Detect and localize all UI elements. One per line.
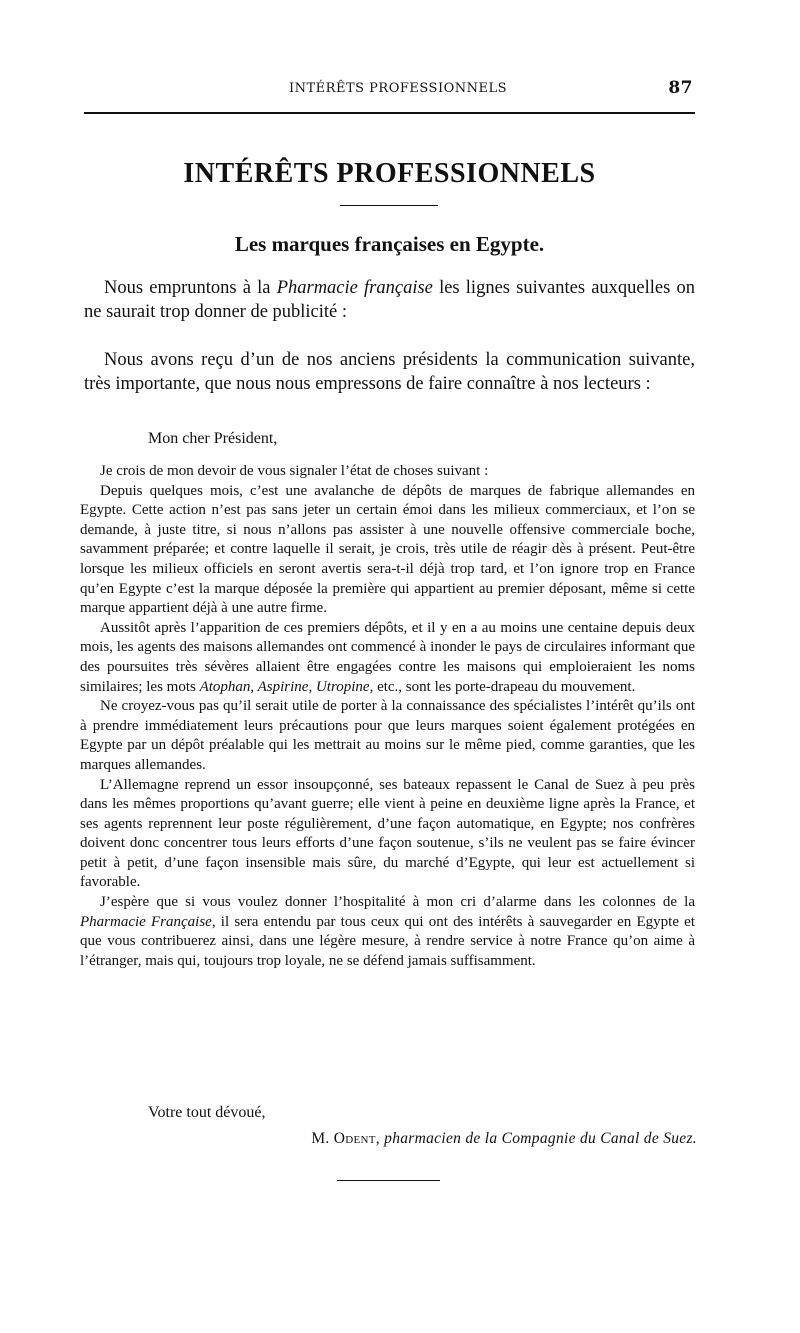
running-head-title: INTÉRÊTS PROFESSIONNELS (289, 81, 508, 96)
letter-p3-text-1: Aussitôt après l’apparition de ces premiers dépôts, et il y en a au moins une centaine depuis deux mois, les agents des maisons allemandes ont commencé à inonder le pays de circulaires informant que des poursuites très sévères allaient être engagées contre les maisons qui emploieraient les noms similaires; les mots (80, 619, 695, 695)
end-divider (337, 1180, 440, 1181)
intro-paragraph (84, 276, 695, 324)
letter-p6-journal-title: Pharmacie Française, (80, 913, 216, 930)
letter-p3-product-names: Atophan, Aspirine, Utropine, (199, 678, 374, 695)
intro-text-1: Nous empruntons à la (104, 278, 277, 298)
letter-body (80, 462, 695, 971)
letter-p6-text-1: J’espère que si vous voulez donner l’hospitalité à mon cri d’alarme dans les colonnes de la (100, 894, 695, 911)
letter-salutation: Mon cher Président, (148, 430, 278, 447)
title-divider (340, 205, 438, 206)
running-head (84, 78, 695, 100)
letter-p3-text-2: etc., sont les porte-drapeau du mouvement. (373, 678, 636, 695)
article-subtitle: Les marques françaises en Egypte. (234, 232, 545, 256)
intro-text-2: les lignes suivantes auxquelles on ne saurait trop donner de publicité : (84, 278, 695, 322)
letter-paragraph-4: Ne croyez-vous pas qu’il serait utile de porter à la connaissance des spécialistes l’intérêt qu’ils ont à prendre immédiatement leurs précautions pour que leurs marques soient également protégées en Egypte par un dépôt préalable qui les mettrait au moins sur le même pied, comme garanties, que les marques allemandes. (80, 698, 695, 773)
letter-paragraph-5: L’Allemagne reprend un essor insoupçonné, ses bateaux repassent le Canal de Suez à peu près dans les mêmes proportions qu’avant guerre; elle vient à peine en deuxième ligne après la France, et ses agents reprennent leur poste régulièrement, d’une façon automatique, en Egypte; nos confrères doivent donc concentrer tous leurs efforts d’une façon soutenue, s’ils ne veulent pas se faire évincer petit à petit, d’une façon insensible mais sûre, du marché d’Egypte, qui leur est actuellement si favorable. (80, 776, 695, 891)
preface-paragraph: Nous avons reçu d’un de nos anciens présidents la communication suivante, très importante, que nous nous empressons de faire connaître à nos lecteurs : (84, 350, 695, 394)
page-number: 87 (668, 78, 693, 98)
signature-title: pharmacien de la Compagnie du Canal de Suez. (384, 1130, 697, 1147)
letter-p6-text-2: il sera entendu par tous ceux qui ont des intérêts à sauvegarder en Egypte et que vous contribuerez ainsi, dans une légère mesure, à rendre service à notre France qu’on aime à l’étranger, mais qui, toujours trop loyale, ne se défend jamais suffisamment. (80, 913, 696, 969)
header-rule (84, 112, 695, 114)
letter-paragraph-6 (80, 893, 695, 971)
letter-paragraph-3 (80, 619, 695, 697)
intro-journal-title: Pharmacie française (276, 278, 433, 298)
signature-comma: , (375, 1130, 385, 1147)
letter-closing: Votre tout dévoué, (148, 1104, 266, 1121)
letter-signature (252, 1130, 697, 1148)
signature-name: Odent (333, 1130, 376, 1147)
signature-initial: M. (311, 1130, 334, 1147)
letter-paragraph-1: Je crois de mon devoir de vous signaler l’état de choses suivant : (100, 463, 489, 479)
letter-paragraph-2: Depuis quelques mois, c’est une avalanche de dépôts de marques de fabrique allemandes en Egypte. Cette action n’est pas sans jeter un certain émoi dans les milieux commerciaux, et l’on se demande, à juste titre, si nous n’allons pas assister à une nouvelle offensive commerciale boche, savamment préparée; et contre laquelle il serait, je crois, très utile de réagir dès à présent. Peut-être lorsque les milieux officiels en seront avertis sera-t-il déjà trop tard, et l’on ignore trop en France qu’en Egypte c’est la marque déposée la première qui appartient au premier déposant, même si cette marque appartient déjà à une autre firme. (80, 482, 695, 617)
section-title: INTÉRÊTS PROFESSIONNELS (183, 158, 596, 189)
